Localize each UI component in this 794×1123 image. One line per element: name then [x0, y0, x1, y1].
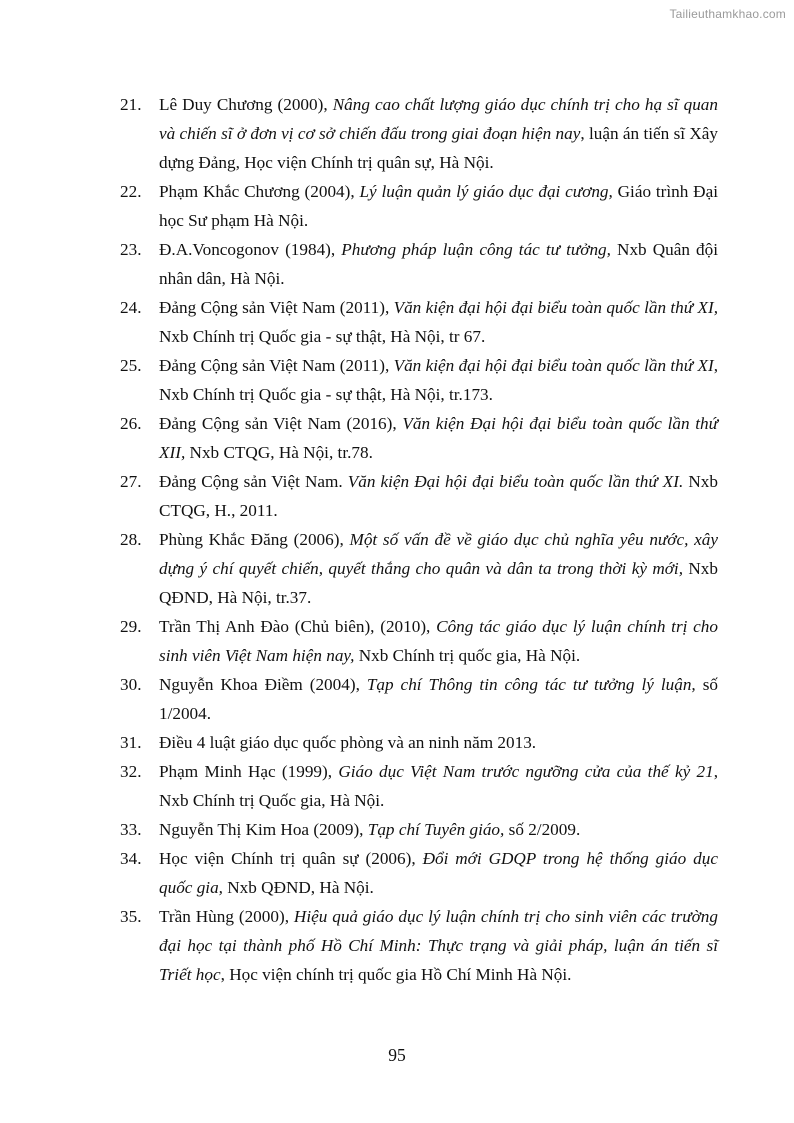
reference-publisher: , luận án tiến sĩ Xây dựng Đảng, Học viện Chính trị quân sự, Hà Nội. [159, 124, 719, 172]
reference-title: Phương pháp luận công tác tư tưởng, [341, 240, 611, 259]
reference-title: Giáo dục Việt Nam trước ngưỡng cửa của thế kỷ 21 [338, 762, 714, 781]
reference-title: Tạp chí Tuyên giáo, [367, 820, 505, 839]
reference-author: Trần Thị Anh Đào (Chủ biên), (2010), [159, 617, 437, 636]
reference-title: Đổi mới GDQP trong hệ thống giáo dục quốc gia, [159, 849, 718, 897]
reference-number: 34. [120, 849, 142, 868]
reference-item [0, 177, 794, 235]
reference-title: Tạp chí Thông tin công tác tư tưởng lý luận, [366, 675, 696, 694]
reference-publisher: Giáo trình Đại học Sư phạm Hà Nội. [159, 182, 718, 230]
reference-title: Văn kiện Đại hội đại biểu toàn quốc lần thứ XI. [347, 472, 684, 491]
reference-title: Văn kiện đại hội đại biểu toàn quốc lần thứ XI, [393, 298, 719, 317]
reference-author: Đảng Cộng sản Việt Nam (2011), [159, 356, 394, 375]
reference-author: Trần Hùng (2000), [159, 907, 294, 926]
reference-title: Một số vấn đề về giáo dục chủ nghĩa yêu nước, xây dựng ý chí quyết chiến, quyết thắng cho quân và dân ta trong thời kỳ mới, [159, 530, 718, 578]
reference-number: 23. [120, 240, 142, 259]
reference-item [0, 409, 794, 467]
reference-item [0, 293, 794, 351]
reference-author: Đảng Cộng sản Việt Nam (2016), [159, 414, 403, 433]
reference-author: Phùng Khắc Đăng (2006), [159, 530, 350, 549]
reference-publisher: Nxb CTQG, Hà Nội, tr.78. [185, 443, 373, 462]
reference-publisher: , Học viện chính trị quốc gia Hồ Chí Minh Hà Nội. [220, 965, 572, 984]
reference-title: Văn kiện Đại hội đại biểu toàn quốc lần thứ XII, [159, 414, 718, 462]
reference-number: 26. [120, 414, 142, 433]
reference-item [0, 815, 794, 844]
reference-number: 22. [120, 182, 142, 201]
reference-author: Phạm Khắc Chương (2004), [159, 182, 360, 201]
reference-title: Hiệu quả giáo dục lý luận chính trị cho sinh viên các trường đại học tại thành phố Hồ Chí Minh: Thực trạng và giải pháp, luận án tiến sĩ Triết học [159, 907, 718, 984]
reference-publisher: Nxb QĐND, Hà Nội, tr.37. [159, 559, 718, 607]
reference-number: 24. [120, 298, 142, 317]
reference-author: Nguyễn Thị Kim Hoa (2009), [159, 820, 368, 839]
reference-publisher: Nxb Chính trị Quốc gia - sự thật, Hà Nội, tr 67. [159, 327, 486, 346]
reference-publisher: Nxb QĐND, Hà Nội. [222, 878, 374, 897]
reference-number: 33. [120, 820, 142, 839]
reference-item [0, 612, 794, 670]
reference-item [0, 902, 794, 989]
reference-publisher: , Nxb Chính trị Quốc gia, Hà Nội. [159, 762, 718, 810]
reference-author: Đảng Cộng sản Việt Nam. [159, 472, 348, 491]
reference-number: 29. [120, 617, 142, 636]
reference-title: Công tác giáo dục lý luận chính trị cho sinh viên Việt Nam hiện nay, [159, 617, 718, 665]
reference-item [0, 90, 794, 177]
reference-author: Đ.A.Voncogonov (1984), [159, 240, 342, 259]
reference-publisher: số 2/2009. [504, 820, 581, 839]
reference-author: Đảng Cộng sản Việt Nam (2011), [159, 298, 394, 317]
reference-item [0, 844, 794, 902]
reference-list [0, 90, 794, 989]
reference-number: 28. [120, 530, 142, 549]
reference-author: Học viện Chính trị quân sự (2006), [159, 849, 423, 868]
reference-author: Lê Duy Chương (2000), [159, 95, 333, 114]
reference-publisher: Nxb Chính trị quốc gia, Hà Nội. [354, 646, 581, 665]
reference-title: Lý luận quản lý giáo dục đại cương, [359, 182, 613, 201]
reference-number: 27. [120, 472, 142, 491]
reference-title: Văn kiện đại hội đại biểu toàn quốc lần thứ XI [393, 356, 714, 375]
page-number: 95 [388, 1045, 406, 1065]
reference-number: 21. [120, 95, 142, 114]
reference-number: 32. [120, 762, 142, 781]
reference-number: 25. [120, 356, 142, 375]
reference-title: Nâng cao chất lượng giáo dục chính trị cho hạ sĩ quan và chiến sĩ ở đơn vị cơ sở chiến đấu trong giai đoạn hiện nay [159, 95, 718, 143]
reference-publisher: , Nxb Chính trị Quốc gia - sự thật, Hà Nội, tr.173. [159, 356, 719, 404]
reference-item [0, 670, 794, 728]
reference-item [0, 728, 794, 757]
watermark: Tailieuthamkhao.com [669, 7, 786, 21]
reference-number: 35. [120, 907, 142, 926]
reference-number: 31. [120, 733, 142, 752]
reference-number: 30. [120, 675, 142, 694]
reference-author: Phạm Minh Hạc (1999), [159, 762, 339, 781]
reference-author: Điều 4 luật giáo dục quốc phòng và an ninh năm 2013. [159, 733, 537, 752]
reference-item [0, 467, 794, 525]
reference-item [0, 235, 794, 293]
reference-item [0, 525, 794, 612]
reference-item [0, 351, 794, 409]
reference-publisher: Nxb Quân đội nhân dân, Hà Nội. [159, 240, 719, 288]
reference-item [0, 757, 794, 815]
reference-author: Nguyễn Khoa Điềm (2004), [159, 675, 367, 694]
reference-publisher: số 1/2004. [159, 675, 718, 723]
reference-publisher: Nxb CTQG, H., 2011. [159, 472, 718, 520]
